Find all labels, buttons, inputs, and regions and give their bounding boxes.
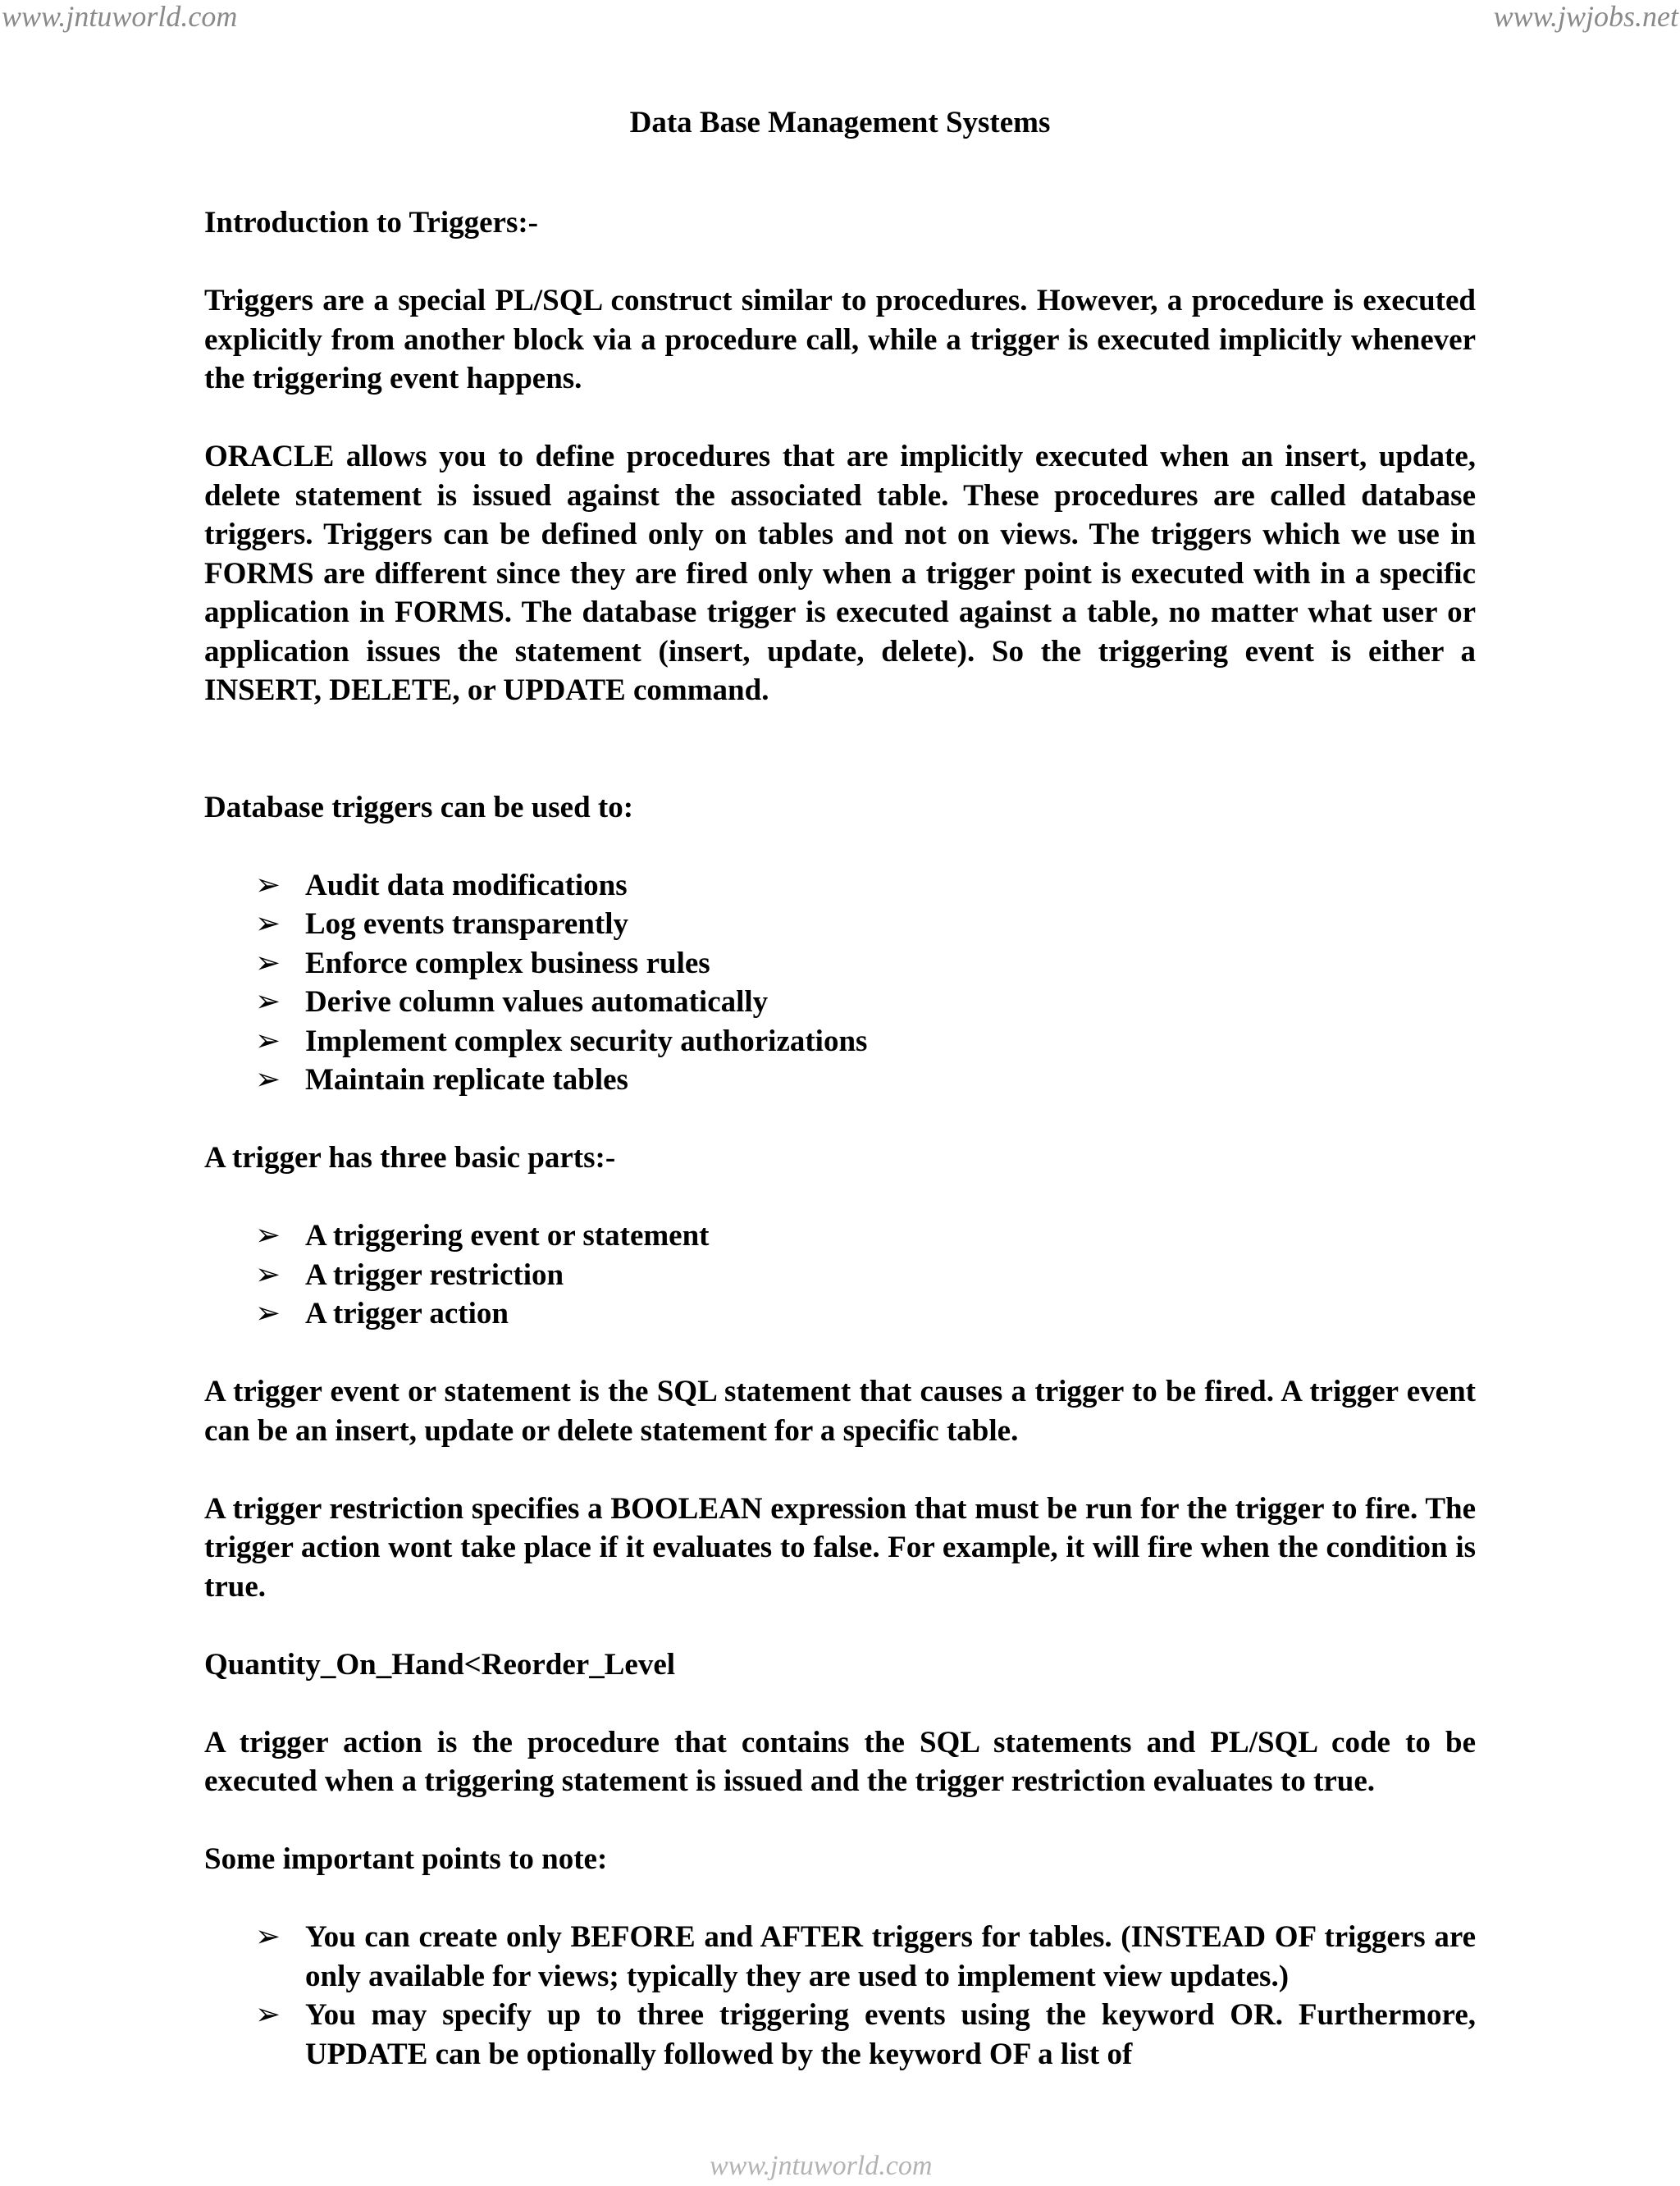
- action-paragraph: A trigger action is the procedure that contains the SQL statements and PL/SQL code to be executed when a triggering statement is issued and the trigger restriction evaluates to true.: [204, 1725, 1476, 1798]
- arrow-bullet-icon: ➢: [255, 868, 281, 902]
- restriction-paragraph: A trigger restriction specifies a BOOLEAN expression that must be run for the trigger to fire. The trigger action wont take place if it evaluates to false. For example, it will fire when the condition is true.: [204, 1491, 1476, 1604]
- arrow-bullet-icon: ➢: [255, 985, 281, 1019]
- oracle-paragraph: ORACLE allows you to define procedures that are implicitly executed when an insert, update, delete statement is issued against the associated table. These procedures are called database triggers. Triggers can be defined only on tables and not on views. The triggers which we use in FORMS are different since they are fired only when a trigger point is executed with in a specific application in FORMS. The database trigger is executed against a table, no matter what user or application issues the statement (insert, update, delete). So the triggering event is either a INSERT, DELETE, or UPDATE command.: [204, 440, 1476, 707]
- arrow-bullet-icon: ➢: [255, 1219, 281, 1253]
- intro-paragraph: Triggers are a special PL/SQL construct similar to procedures. However, a procedure is executed explicitly from another block via a procedure call, while a trigger is executed implicitly whenever the triggering event happens.: [204, 284, 1476, 395]
- list-item: ➢ Log events transparently: [204, 905, 1476, 944]
- parts-list: [204, 1216, 1476, 1334]
- uses-list: [204, 866, 1476, 1100]
- arrow-bullet-icon: ➢: [255, 1998, 281, 2032]
- list-item: ➢ A trigger restriction: [204, 1256, 1476, 1295]
- arrow-bullet-icon: ➢: [255, 1297, 281, 1330]
- list-item: ➢ A trigger action: [204, 1294, 1476, 1334]
- list-item: ➢ Derive column values automatically: [204, 983, 1476, 1022]
- points-list: [204, 1918, 1476, 2074]
- uses-heading: Database triggers can be used to:: [204, 790, 634, 824]
- list-item: ➢ Maintain replicate tables: [204, 1061, 1476, 1100]
- arrow-bullet-icon: ➢: [255, 1920, 281, 1954]
- page-title: Data Base Management Systems: [629, 106, 1051, 139]
- condition-example: Quantity_On_Hand<Reorder_Level: [204, 1647, 676, 1682]
- header-watermark-left: www.jntuworld.com: [2, 0, 238, 33]
- header-watermark-right: www.jwjobs.net: [1493, 0, 1678, 33]
- list-item: ➢ Implement complex security authorizations: [204, 1022, 1476, 1061]
- section-heading: Introduction to Triggers:-: [204, 206, 538, 240]
- list-item: ➢ Audit data modifications: [204, 866, 1476, 906]
- document-body: [204, 203, 1476, 2113]
- arrow-bullet-icon: ➢: [255, 946, 281, 980]
- parts-heading: A trigger has three basic parts:-: [204, 1141, 616, 1175]
- list-item: ➢ You can create only BEFORE and AFTER triggers for tables. (INSTEAD OF triggers are only available for views; typically they are used to implement view updates.): [204, 1918, 1476, 1996]
- arrow-bullet-icon: ➢: [255, 1024, 281, 1058]
- event-paragraph: A trigger event or statement is the SQL statement that causes a trigger to be fired. A trigger event can be an insert, update or delete statement for a specific table.: [204, 1375, 1476, 1448]
- arrow-bullet-icon: ➢: [255, 1257, 281, 1292]
- list-item: ➢ Enforce complex business rules: [204, 944, 1476, 983]
- points-heading: Some important points to note:: [204, 1842, 608, 1876]
- list-item: ➢ A triggering event or statement: [204, 1216, 1476, 1256]
- arrow-bullet-icon: ➢: [255, 907, 281, 941]
- spacer: [204, 749, 1476, 788]
- footer-watermark: www.jntuworld.com: [710, 2151, 933, 2181]
- arrow-bullet-icon: ➢: [255, 1063, 281, 1097]
- list-item: ➢ You may specify up to three triggering events using the keyword OR. Furthermore, UPDATE can be optionally followed by the keyword OF a list of: [204, 1996, 1476, 2074]
